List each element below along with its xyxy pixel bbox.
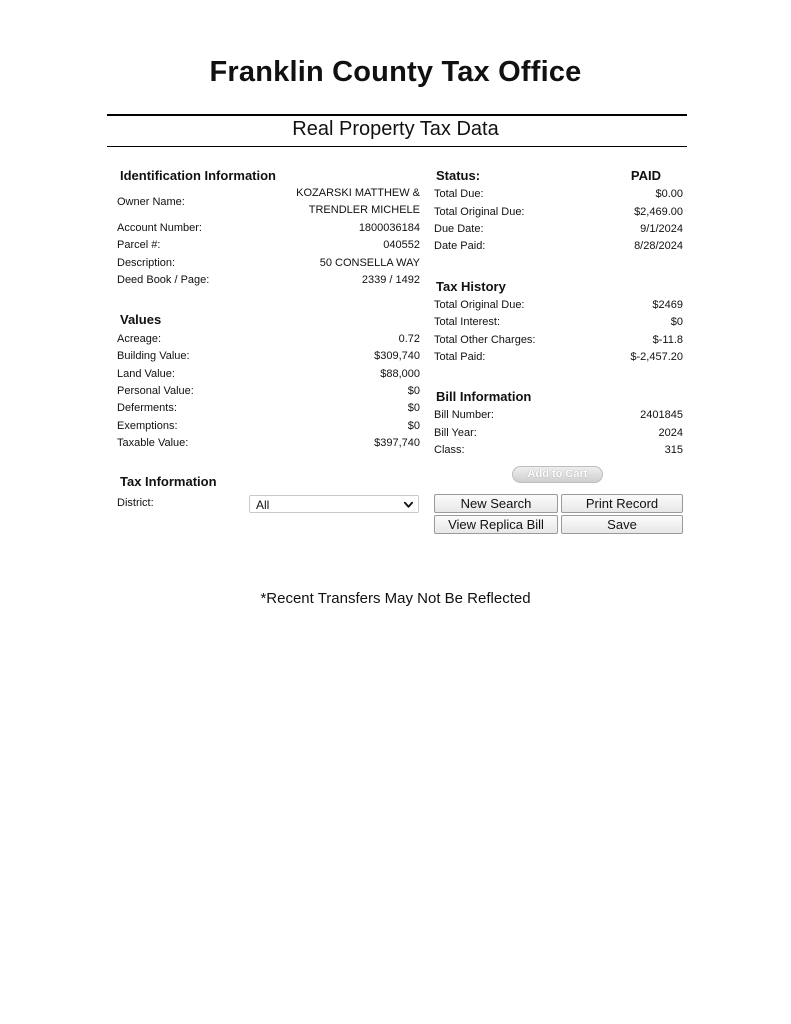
description-label: Description: [117,257,176,269]
class-label: Class: [434,444,465,456]
total-interest-value: $0 [670,316,683,328]
bill-year-label: Bill Year: [434,427,477,439]
parcel-value: 040552 [383,239,420,251]
total-original-due-label: Total Original Due: [434,206,525,218]
page-subtitle: Real Property Tax Data [292,118,499,140]
personal-value: $0 [407,385,420,397]
total-paid-label: Total Paid: [434,351,486,363]
land-value: $88,000 [380,368,420,380]
building-value-label: Building Value: [117,350,190,362]
deferments-value: $0 [407,402,420,414]
district-selected-value: All [256,498,270,512]
parcel-label: Parcel #: [117,239,161,251]
deferments-label: Deferments: [117,402,177,414]
deed-book-page-value: 2339 / 1492 [361,274,420,286]
bill-information-heading: Bill Information [436,389,532,404]
identification-heading: Identification Information [120,168,276,183]
total-paid-value: $-2,457.20 [630,351,683,363]
recent-transfers-note: *Recent Transfers May Not Be Reflected [260,590,531,607]
personal-value-label: Personal Value: [117,385,194,397]
acreage-value: 0.72 [398,333,420,345]
exemptions-value: $0 [407,420,420,432]
bill-number-value: 2401845 [640,409,683,421]
page-title: Franklin County Tax Office [209,56,582,88]
building-value: $309,740 [374,350,420,362]
account-number-label: Account Number: [117,222,202,234]
account-number-value: 1800036184 [358,222,420,234]
bill-number-label: Bill Number: [434,409,494,421]
due-date-value: 9/1/2024 [640,223,683,235]
header-divider [107,114,687,116]
total-interest-label: Total Interest: [434,316,501,328]
status-badge: PAID [630,168,661,183]
owner-name-line1: KOZARSKI MATTHEW & [296,187,420,199]
total-original-due-value: $2,469.00 [634,206,683,218]
history-original-due-label: Total Original Due: [434,299,525,311]
date-paid-value: 8/28/2024 [634,240,683,252]
description-value: 50 CONSELLA WAY [319,257,420,269]
history-original-due-value: $2469 [652,299,683,311]
total-other-charges-value: $-11.8 [652,334,683,346]
due-date-label: Due Date: [434,223,484,235]
class-value: 315 [664,444,683,456]
taxable-value: $397,740 [374,437,420,449]
new-search-button[interactable]: New Search [434,494,558,513]
land-value-label: Land Value: [117,368,175,380]
owner-name-label: Owner Name: [117,196,185,208]
total-due-label: Total Due: [434,188,484,200]
bill-year-value: 2024 [658,427,683,439]
view-replica-bill-button[interactable]: View Replica Bill [434,515,558,534]
exemptions-label: Exemptions: [117,420,178,432]
tax-information-heading: Tax Information [120,474,217,489]
chevron-down-icon [403,499,414,510]
tax-history-heading: Tax History [436,279,506,294]
status-heading: Status: [436,168,481,183]
total-other-charges-label: Total Other Charges: [434,334,536,346]
taxable-value-label: Taxable Value: [117,437,189,449]
total-due-value: $0.00 [655,188,683,200]
district-label: District: [117,497,154,509]
print-record-button[interactable]: Print Record [561,494,683,513]
values-heading: Values [120,312,162,327]
add-to-cart-button: Add to Cart [512,466,603,483]
save-button[interactable]: Save [561,515,683,534]
district-select[interactable] [249,495,419,513]
owner-name-line2: TRENDLER MICHELE [308,204,420,216]
subtitle-divider [107,146,687,147]
acreage-label: Acreage: [117,333,162,345]
deed-book-page-label: Deed Book / Page: [117,274,210,286]
date-paid-label: Date Paid: [434,240,486,252]
